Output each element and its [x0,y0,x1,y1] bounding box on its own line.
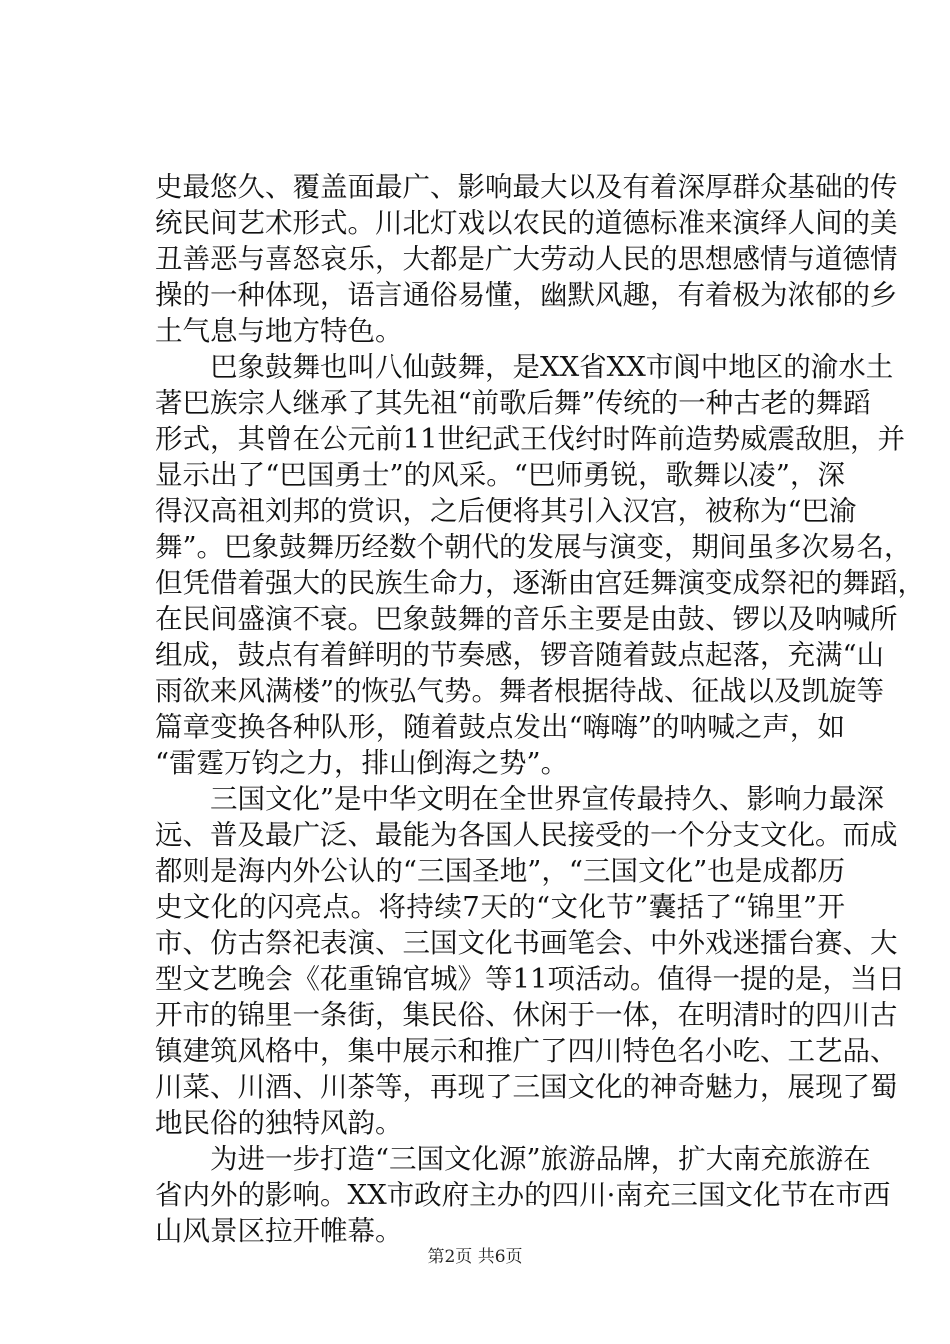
paragraph-start-line: 为进一步打造“三国文化源”旅游品牌，扩大南充旅游在 [210,1143,871,1175]
paragraph-start-line: 巴象鼓舞也叫八仙鼓舞，是XX省XX市阆中地区的渝水土 [210,351,894,383]
text-line: 显示出了“巴国勇士”的风采。“巴师勇锐，歌舞以凌”，深 [155,459,845,491]
text-line: 但凭借着强大的民族生命力，逐渐由宫廷舞演变成祭祀的舞蹈， [155,567,925,599]
text-line: 形式，其曾在公元前11世纪武王伐纣时阵前造势威震敌胆，并 [155,423,905,455]
text-line: 丑善恶与喜怒哀乐，大都是广大劳动人民的思想感情与道德情 [155,243,898,275]
text-line: 川菜、川酒、川茶等，再现了三国文化的神奇魅力，展现了蜀 [155,1071,898,1103]
text-line: 镇建筑风格中，集中展示和推广了四川特色名小吃、工艺品、 [155,1035,898,1067]
text-line: 远、普及最广泛、最能为各国人民接受的一个分支文化。而成 [155,819,898,851]
text-line: 山风景区拉开帷幕。 [155,1215,403,1247]
text-line: 史文化的闪亮点。将持续7天的“文化节”囊括了“锦里”开 [155,891,845,923]
text-line: “雷霆万钧之力，排山倒海之势”。 [155,747,569,779]
text-line: 组成，鼓点有着鲜明的节奏感，锣音随着鼓点起落，充满“山 [155,639,885,671]
text-line: 型文艺晚会《花重锦官城》等11项活动。值得一提的是，当日 [155,963,905,995]
text-line: 土气息与地方特色。 [155,315,403,347]
text-line: 统民间艺术形式。川北灯戏以农民的道德标准来演绎人间的美 [155,207,898,239]
text-line: 得汉高祖刘邦的赏识，之后便将其引入汉宫，被称为“巴渝 [155,495,857,527]
text-line: 操的一种体现，语言通俗易懂，幽默风趣，有着极为浓郁的乡 [155,279,898,311]
text-line: 舞”。巴象鼓舞历经数个朝代的发展与演变，期间虽多次易名， [155,531,912,563]
text-line: 在民间盛演不衰。巴象鼓舞的音乐主要是由鼓、锣以及呐喊所 [155,603,898,635]
text-line: 史最悠久、覆盖面最广、影响最大以及有着深厚群众基础的传 [155,171,898,203]
text-line: 都则是海内外公认的“三国圣地”，“三国文化”也是成都历 [155,855,845,887]
page-number-footer: 第2页 共6页 [427,1247,523,1267]
text-line: 省内外的影响。XX市政府主办的四川·南充三国文化节在市西 [155,1179,891,1211]
paragraph-start-line: 三国文化”是中华文明在全世界宣传最持久、影响力最深 [210,783,885,815]
text-line: 市、仿古祭祀表演、三国文化书画笔会、中外戏迷擂台赛、大 [155,927,898,959]
text-line: 著巴族宗人继承了其先祖“前歌后舞”传统的一种古老的舞蹈 [155,387,871,419]
text-line: 篇章变换各种队形，随着鼓点发出“嗨嗨”的呐喊之声，如 [155,711,845,743]
text-line: 雨欲来风满楼”的恢弘气势。舞者根据待战、征战以及凯旋等 [155,675,885,707]
text-line: 开市的锦里一条街，集民俗、休闲于一体，在明清时的四川古 [155,999,898,1031]
text-line: 地民俗的独特风韵。 [155,1107,403,1139]
